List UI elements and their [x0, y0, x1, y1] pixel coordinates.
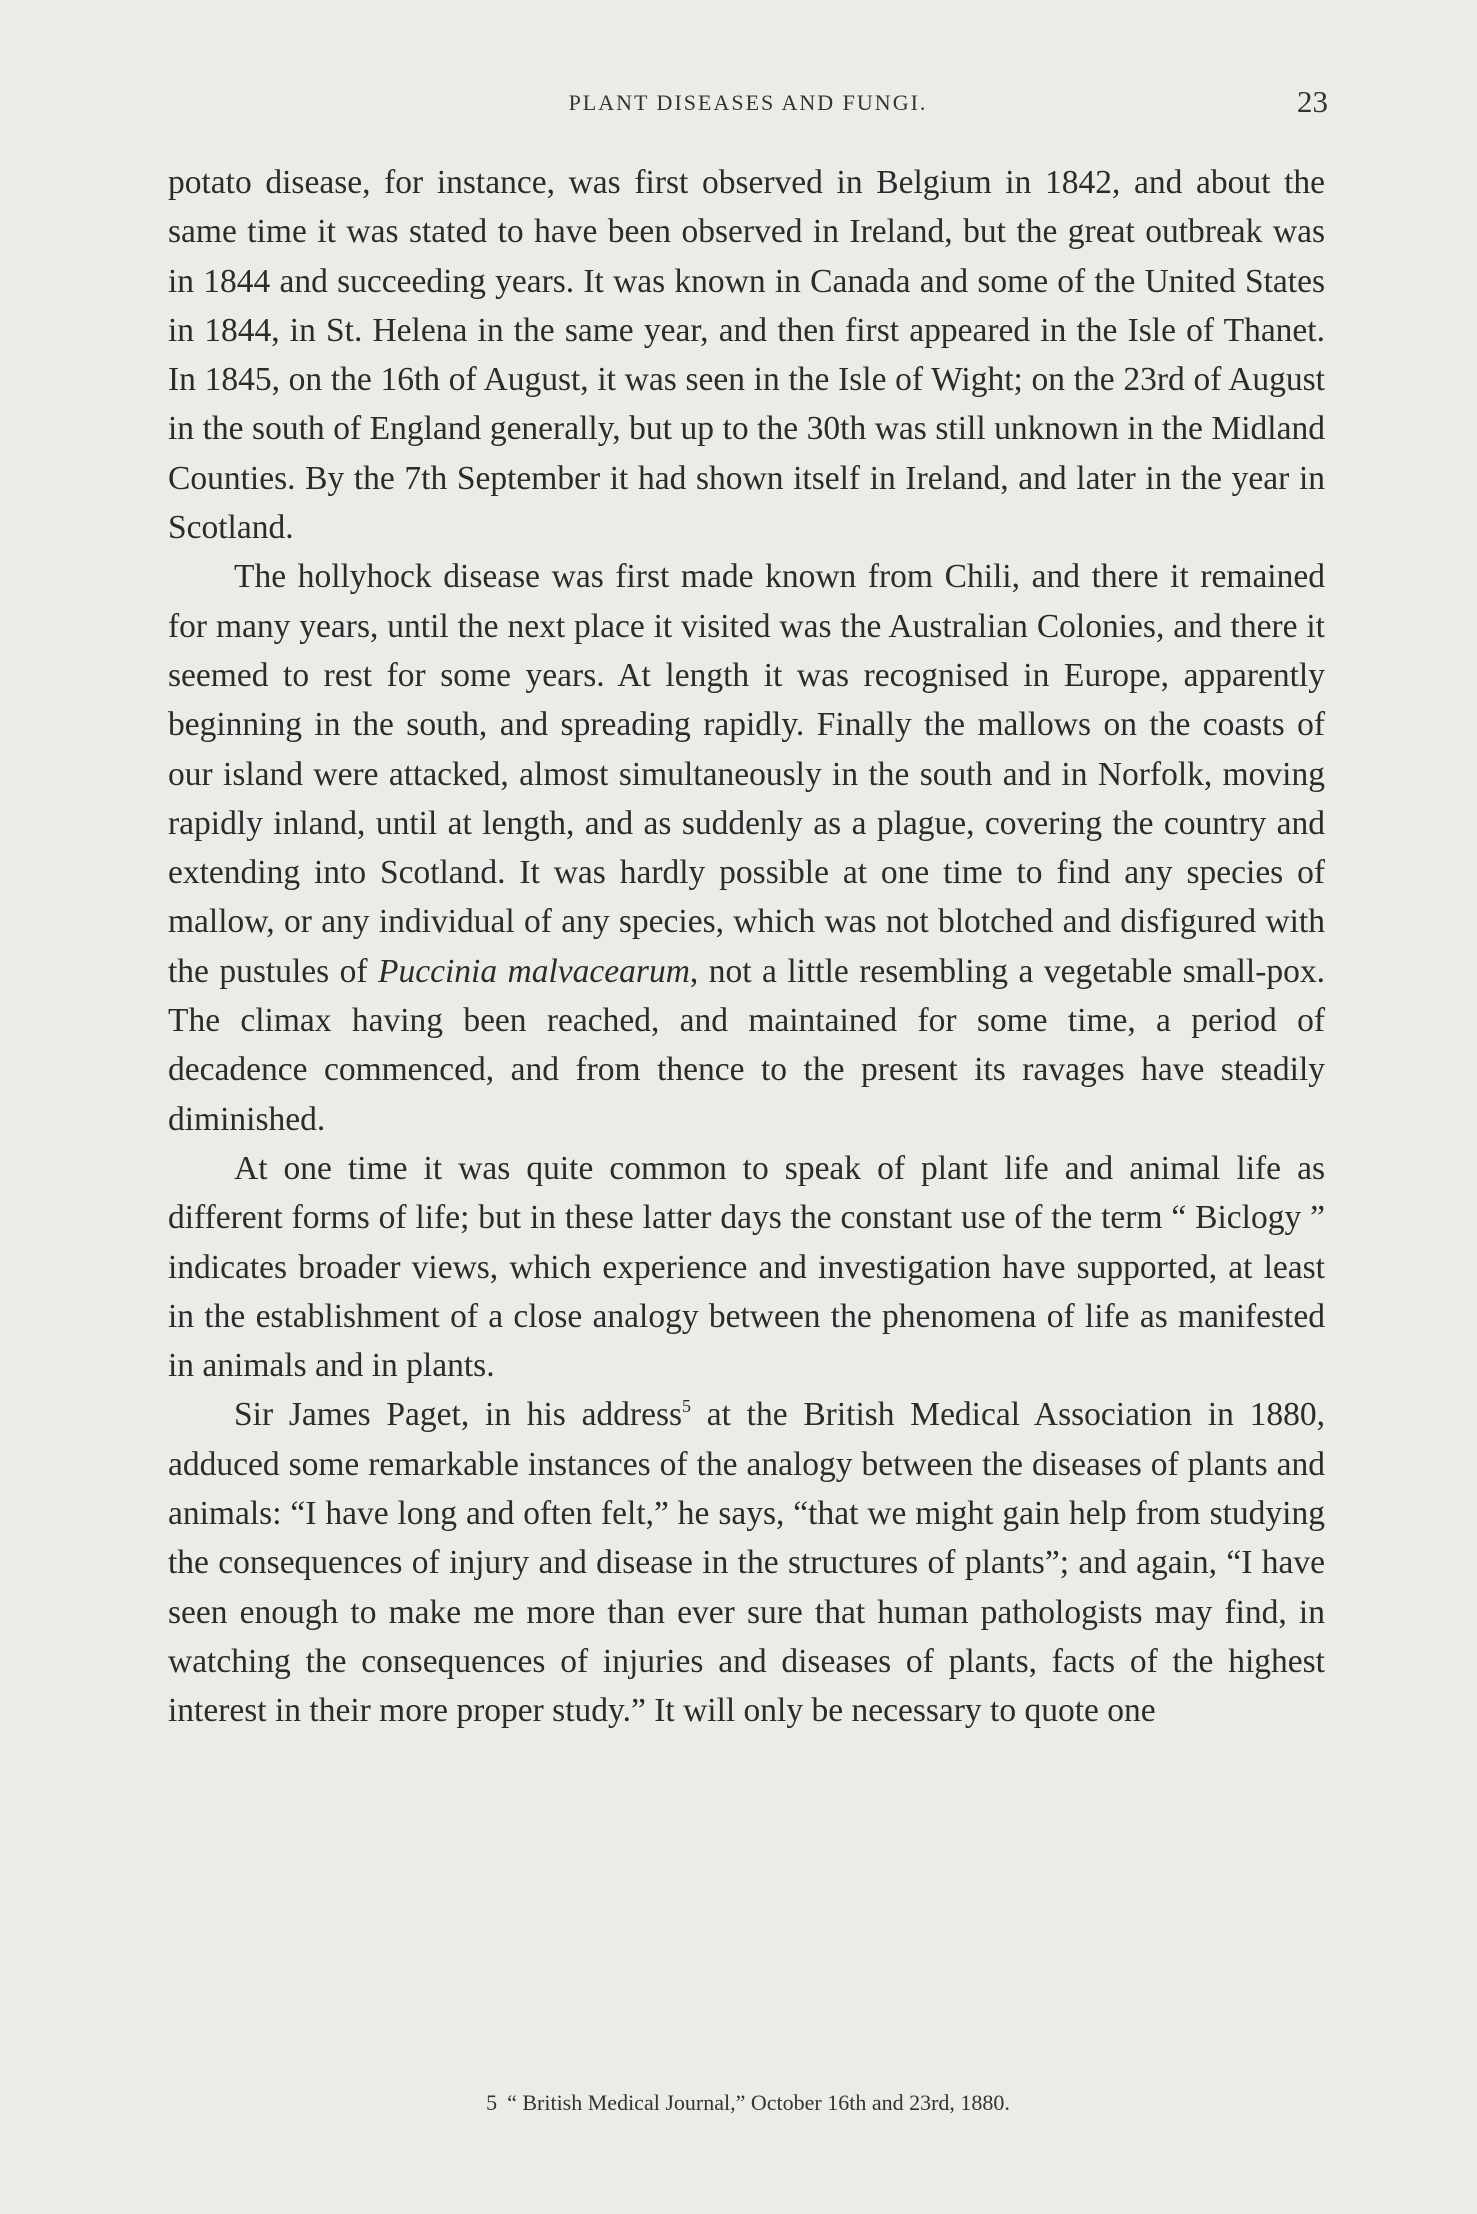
paragraph-text: at the British Medical Association in 1880, adduced some remarkable instances of the analogy between the diseases of plants and animals: “I have long and often felt,” he says, “that we might gain help from studying the consequences of injury and disease in the structures of plants”; and again, “I have seen enough to make me more than ever sure that human pathologists may find, in watching the consequences of injuries and diseases of plants, facts of the highest interest in their more proper study.” It will only be necessary to quote one [168, 1396, 1325, 1730]
paragraph-hollyhock-disease [168, 552, 1325, 1144]
paragraph-text: The hollyhock disease was first made known from Chili, and there it remained for many years, until the next place it visited was the Australian Colonies, and there it seemed to rest for some years. At length it was recognised in Europe, apparently beginning in the south, and spreading rapidly. Finally the mallows on the coasts of our island were attacked, almost simultaneously in the south and in Norfolk, moving rapidly inland, until at length, and as suddenly as a plague, covering the country and extending into Scotland. It was hardly possible at one time to find any species of mallow, or any individual of any species, which was not blotched and disfigured with the pustules of [168, 558, 1325, 990]
body-text [168, 158, 1325, 1736]
paragraph-potato-disease: potato disease, for instance, was first observed in Belgium in 1842, and about the same time it was stated to have been observed in Ireland, but the great outbreak was in 1844 and succeeding years. It was known in Canada and some of the United States in 1844, in St. Helena in the same year, and then first appeared in the Isle of Thanet. In 1845, on the 16th of August, it was seen in the Isle of Wight; on the 23rd of August in the south of England generally, but up to the 30th was still unknown in the Midland Counties. By the 7th September it had shown itself in Ireland, and later in the year in Scotland. [168, 164, 1325, 547]
paragraph-text: Sir James Paget, in his address [234, 1396, 683, 1434]
species-name: Puccinia malvacearum [378, 952, 690, 990]
running-head [168, 84, 1328, 124]
paragraph-text: , not a little resembling a vegetable small-pox. The climax having been reached, and maintained for some time, a period of decadence commenced, and from thence to the present its ravages have steadily diminished. [168, 952, 1326, 1138]
footnote-reference: 5 [682, 1396, 692, 1417]
paragraph-james-paget [168, 1390, 1325, 1735]
paragraph-biology: At one time it was quite common to speak of plant life and animal life as different forms of life; but in these latter days the constant use of the term “ Biclogy ” indicates broader views, which experience and investigation have supported, at least in the establishment of a close analogy between the phenomena of life as manifested in animals and in plants. [168, 1149, 1325, 1385]
running-title: PLANT DISEASES AND FUNGI. [568, 90, 928, 115]
page-number: 23 [1297, 84, 1328, 119]
footnote-text: “ British Medical Journal,” October 16th and 23rd, 1880. [507, 2090, 1010, 2115]
footnote-mark: 5 [486, 2090, 498, 2115]
footnote [168, 2090, 1328, 2116]
